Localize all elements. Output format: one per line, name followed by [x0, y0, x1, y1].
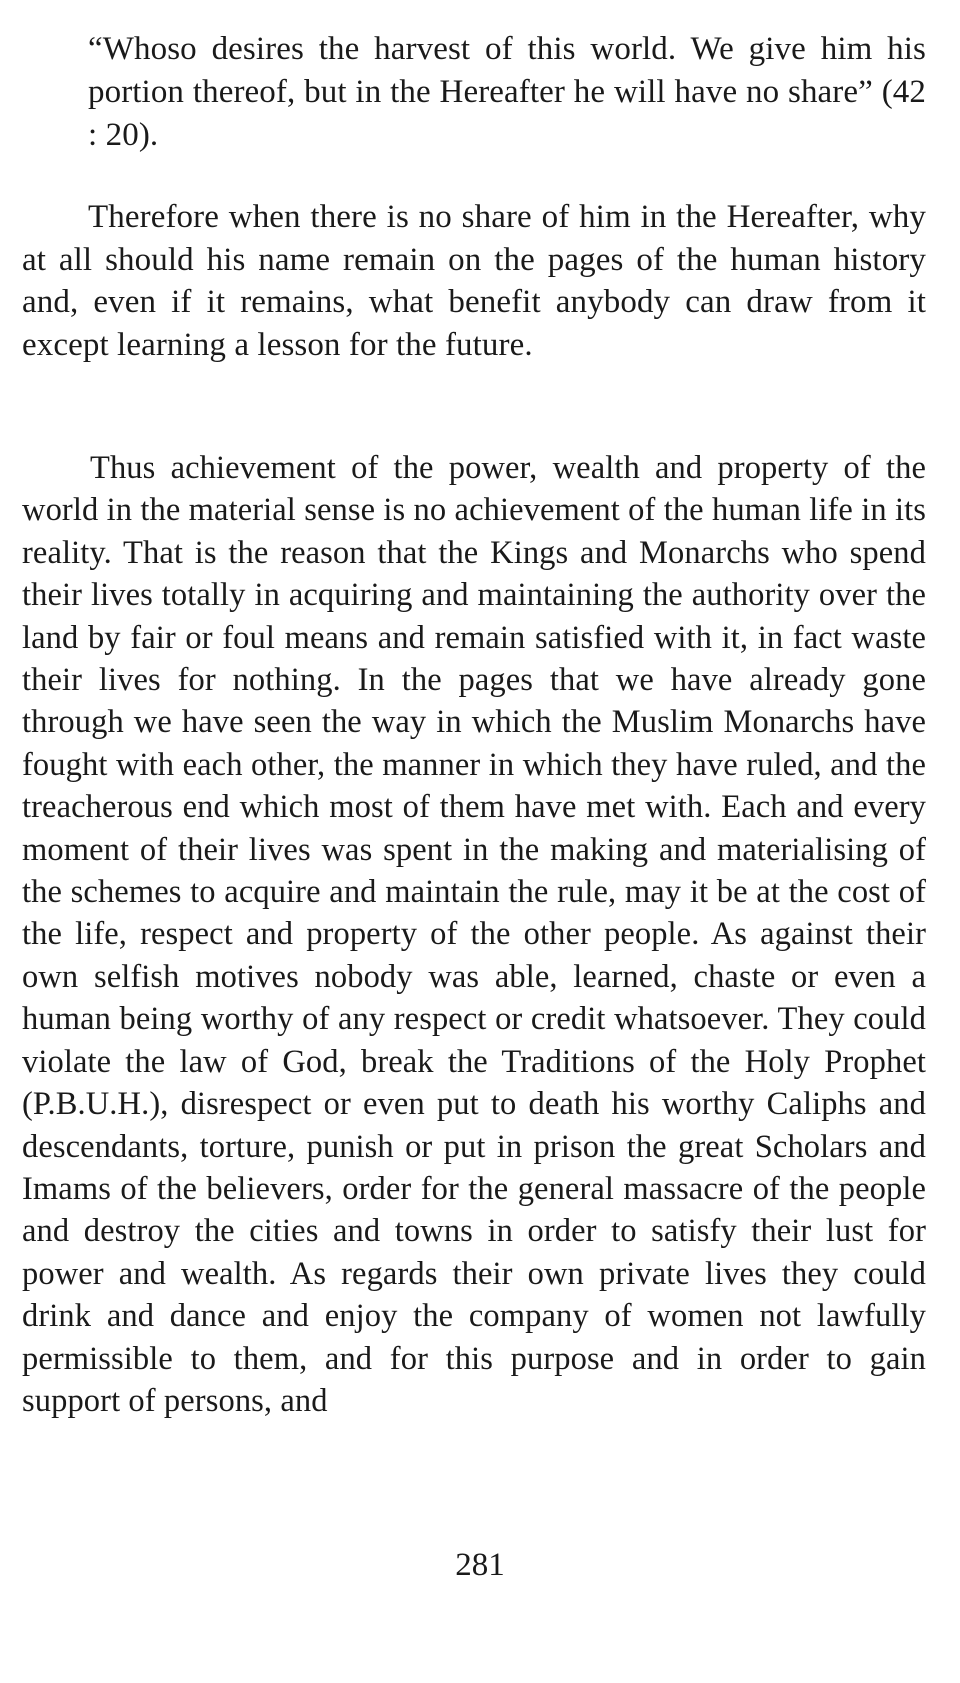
- quran-quote: “Whoso desires the harvest of this world. We give him his portion thereof, but in the Hereafter he will have no share” (42 : 20).: [88, 31, 926, 153]
- paragraph-hereafter: Therefore when there is no share of him in the Hereafter, why at all should his name remain on the pages of the human history and, even if it remains, what benefit anybody can draw from it except learning a lesson for the future.: [22, 199, 926, 363]
- paragraph-monarchs: Thus achievement of the power, wealth and property of the world in the material sense is no achievement of the human life in its reality. That is the reason that the Kings and Monarchs who spend their lives totally in acquiring and maintaining the authority over the land by fair or foul means and remain satisfied with it, in fact waste their lives for nothing. In the pages that we have already gone through we have seen the way in which the Muslim Monarchs have fought with each other, the manner in which they have ruled, and the treacherous end which most of them have met with. Each and every moment of their lives was spent in the making and materialising of the schemes to acquire and maintain the rule, may it be at the cost of the life, respect and property of the other people. As against their own selfish motives nobody was able, learned, chaste or even a human being worthy of any respect or credit whatsoever. They could violate the law of God, break the Traditions of the Holy Prophet (P.B.U.H.), disrespect or even put to death his worthy Caliphs and descendants, torture, punish or put in prison the great Scholars and Imams of the believers, order for the general massacre of the people and destroy the cities and towns in order to satisfy their lust for power and wealth. As regards their own private lives they could drink and dance and enjoy the company of women not lawfully permissible to them, and for this purpose and in order to gain support of persons, and: [22, 450, 926, 1419]
- page-number: 281: [455, 1547, 505, 1583]
